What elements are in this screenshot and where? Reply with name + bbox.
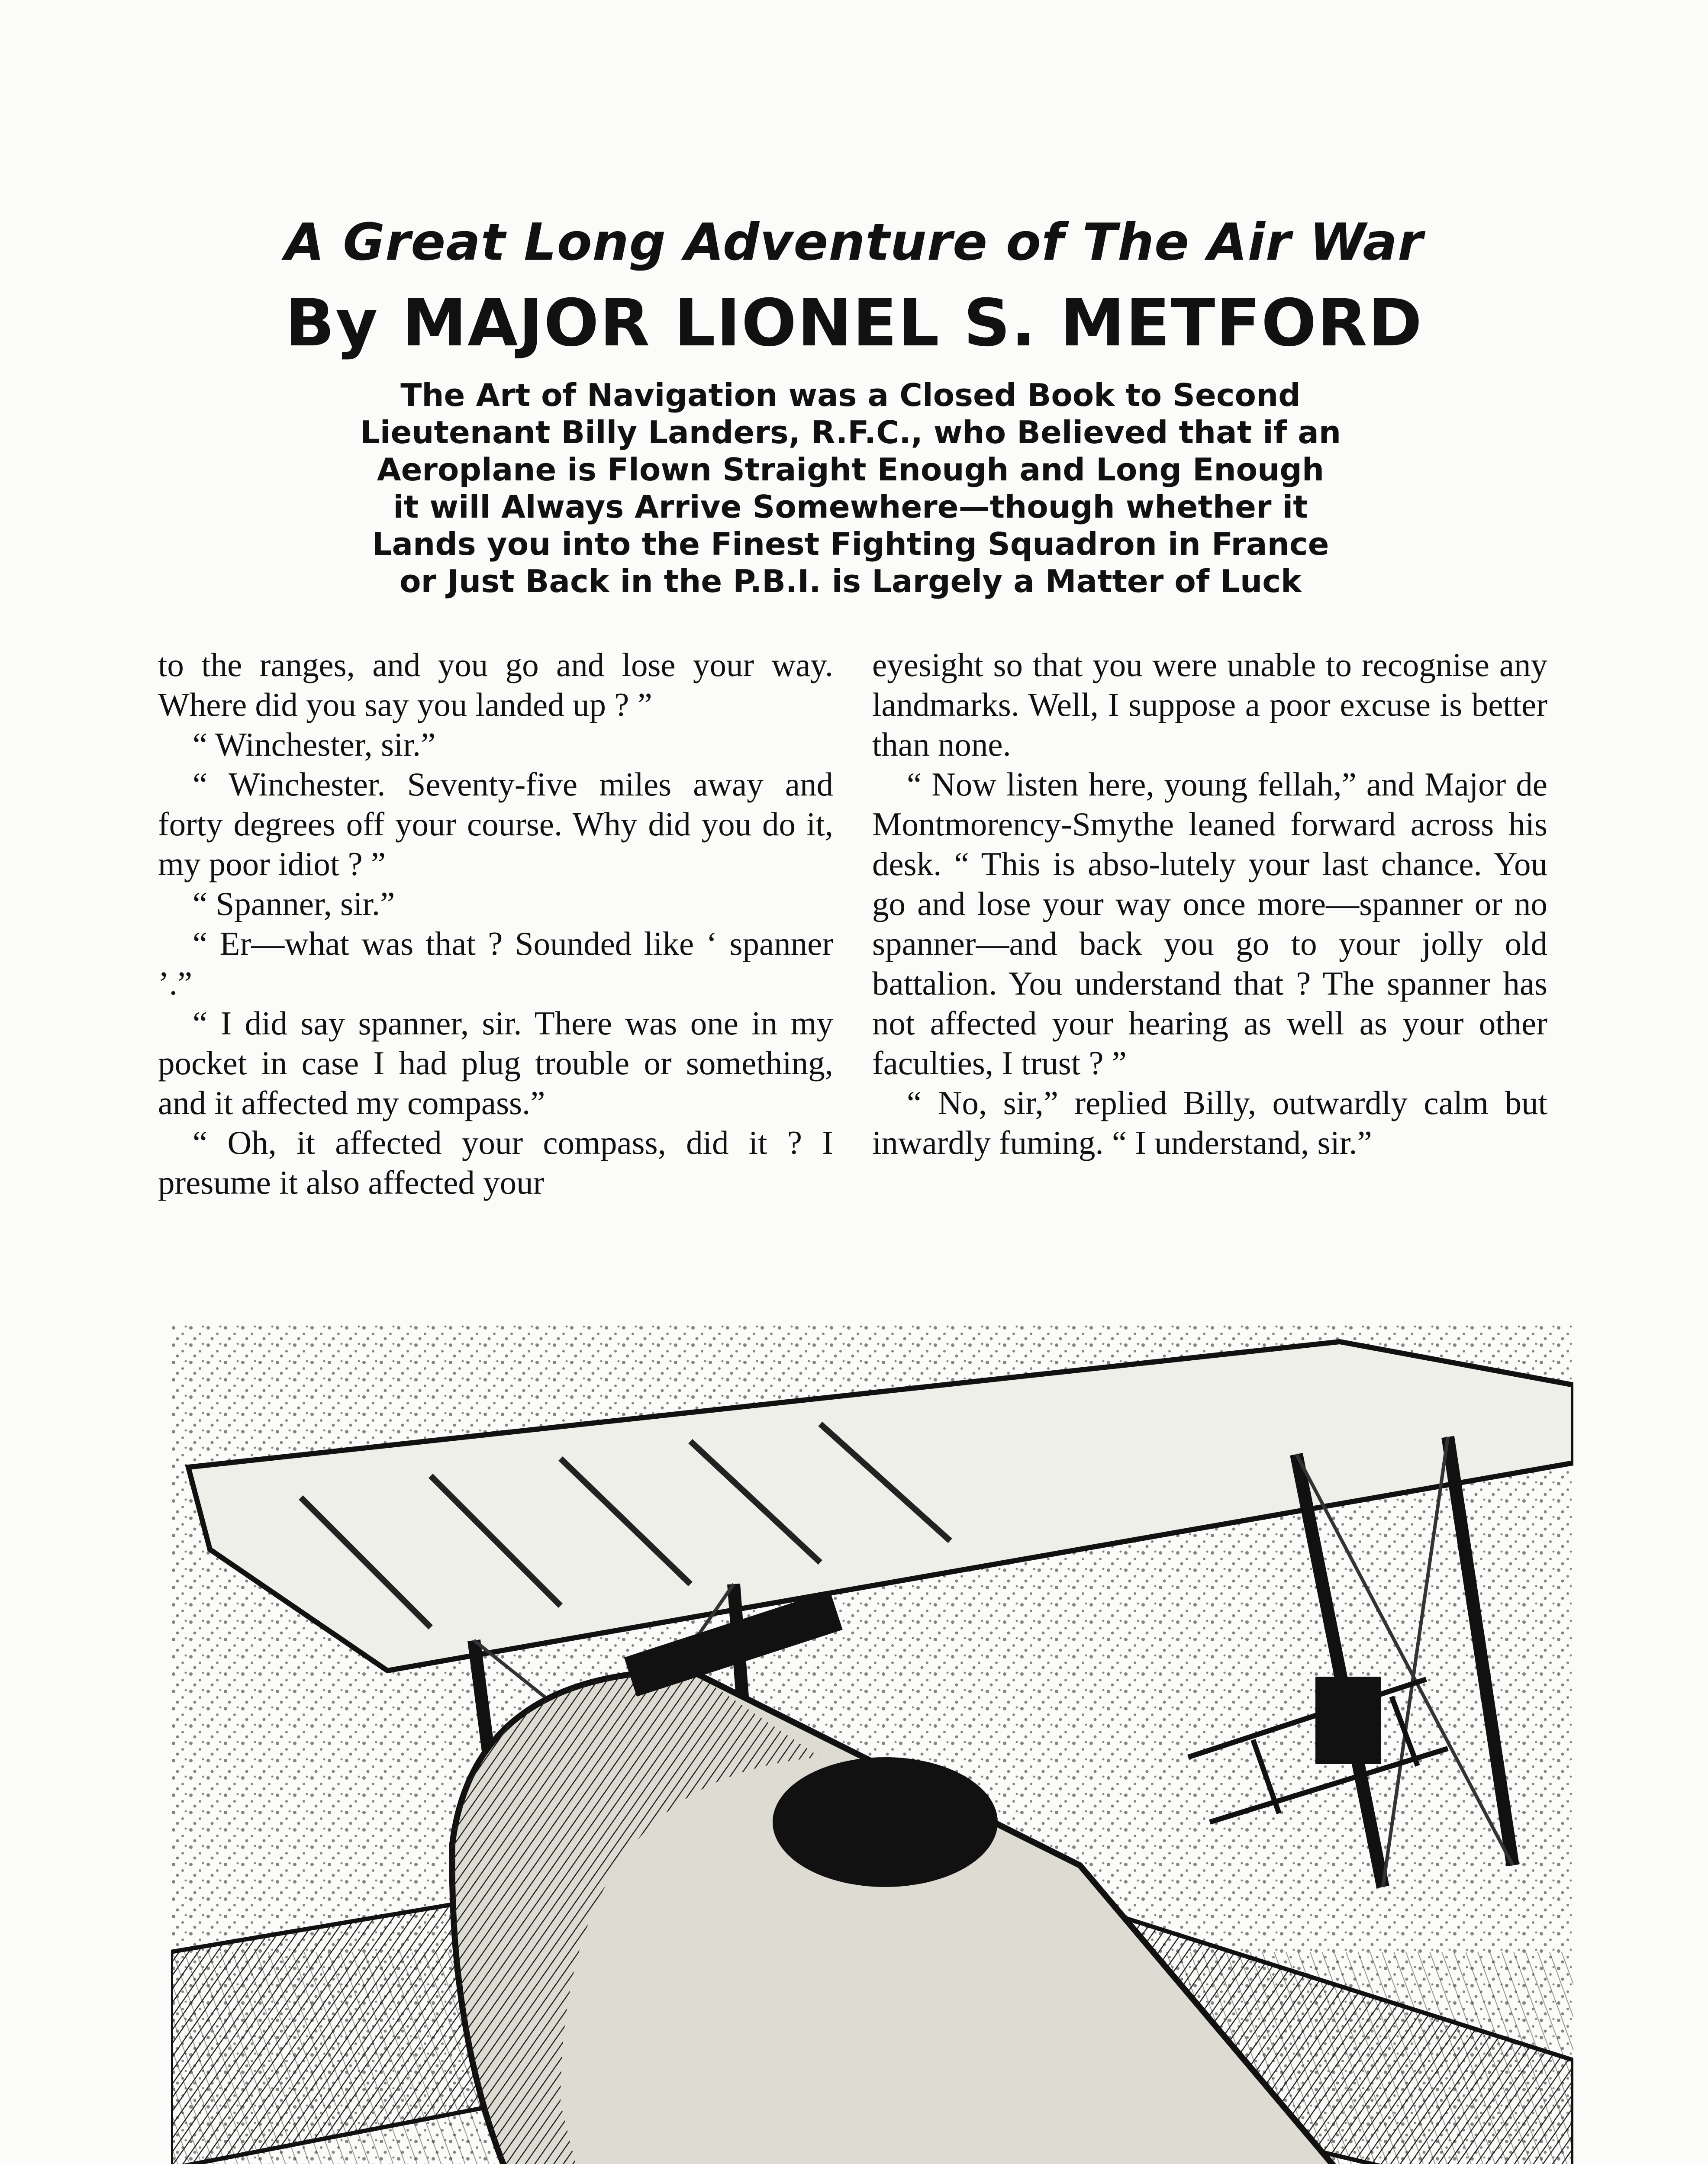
- body-columns: [158, 645, 1547, 1290]
- body-paragraph: “ Spanner, sir.”: [193, 885, 395, 922]
- biplane-illustration: [171, 1324, 1573, 2164]
- cockpit: [773, 1757, 998, 1887]
- body-paragraph: “ Winchester. Seventy-five miles away and forty degrees off your course. Why did you do it, my poor idiot ? ”: [158, 766, 833, 882]
- body-paragraph: “ I did say spanner, sir. There was one in my pocket in case I had plug trouble or something, and it affected my compass.”: [158, 1005, 833, 1121]
- left-column: [158, 645, 833, 1290]
- biplane-drawing: [171, 1324, 1573, 2164]
- body-paragraph: “ Now listen here, young fellah,” and Major de Montmorency-Smythe leaned forward across his desk. “ This is abso-lutely your last chance. You go and lose your way once more—spanner or no spanner—and back you go to your jolly old battalion. You understand that ? The spanner has not affected your hearing as well as your other faculties, I trust ? ”: [872, 766, 1547, 1082]
- right-column: [872, 645, 1547, 1290]
- article-byline: By MAJOR LIONEL S. METFORD: [285, 286, 1423, 361]
- body-paragraph: eyesight so that you were unable to recognise any landmarks. Well, I suppose a poor excuse is better than none.: [872, 646, 1547, 763]
- body-paragraph: “ Oh, it affected your compass, did it ? I presume it also affected your: [158, 1124, 833, 1201]
- article-headline: A Great Long Adventure of The Air War: [284, 212, 1424, 272]
- body-paragraph: “ Er—what was that ? Sounded like ‘ spanner ’.”: [158, 925, 833, 1002]
- body-paragraph: “ No, sir,” replied Billy, outwardly calm but inwardly fuming. “ I understand, sir.”: [872, 1084, 1547, 1161]
- article-standfirst: The Art of Navigation was a Closed Book to Second Lieutenant Billy Landers, R.F.C., who Believed that if an Aeroplane is Flown Straight Enough and Long Enough it will Always Arrive Somewhere—though whether it Lands you into the Finest Fighting Squadron in France or Just Back in the P.B.I. is Largely a Matter of Luck: [360, 377, 1341, 599]
- body-paragraph: “ Winchester, sir.”: [193, 726, 436, 763]
- body-paragraph: to the ranges, and you go and lose your way. Where did you say you landed up ? ”: [158, 646, 833, 723]
